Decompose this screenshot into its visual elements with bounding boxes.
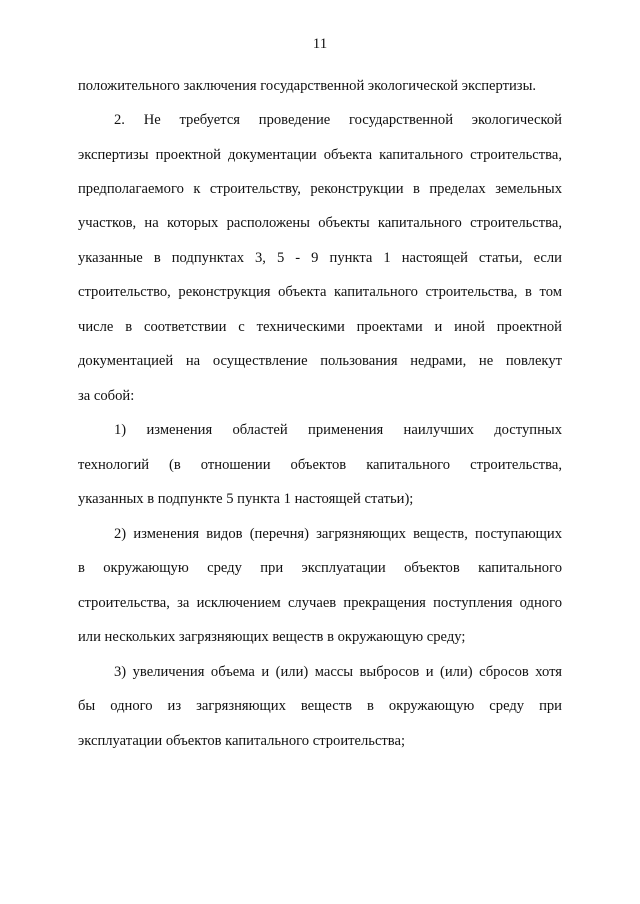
paragraph-2-line: строительство, реконструкция объекта капитального строительства, в том bbox=[78, 284, 562, 300]
item-2-line: или нескольких загрязняющих веществ в окружающую среду; bbox=[78, 629, 466, 645]
item-1-line: указанных в подпункте 5 пункта 1 настоящей статьи); bbox=[78, 491, 414, 507]
item-2-line: 2) изменения видов (перечня) загрязняющих веществ, поступающих bbox=[114, 526, 562, 542]
paragraph-2-line: участков, на которых расположены объекты капитального строительства, bbox=[78, 215, 562, 231]
item-1-line: 1) изменения областей применения наилучших доступных bbox=[114, 422, 562, 438]
item-1-line: технологий (в отношении объектов капитального строительства, bbox=[78, 457, 562, 473]
item-2-line: строительства, за исключением случаев прекращения поступления одного bbox=[78, 595, 562, 611]
paragraph-2-line: указанные в подпунктах 3, 5 - 9 пункта 1 настоящей статьи, если bbox=[78, 250, 562, 266]
paragraph-2-line: числе в соответствии с техническими проектами и иной проектной bbox=[78, 319, 562, 335]
page-number: 11 bbox=[312, 36, 328, 52]
paragraph-2-line: предполагаемого к строительству, реконструкции в пределах земельных bbox=[78, 181, 562, 197]
item-3-line: эксплуатации объектов капитального строительства; bbox=[78, 733, 406, 749]
item-3-line: бы одного из загрязняющих веществ в окружающую среду при bbox=[78, 698, 562, 714]
text-line: положительного заключения государственной экологической экспертизы. bbox=[78, 78, 537, 94]
paragraph-2-line: 2. Не требуется проведение государственной экологической bbox=[114, 112, 562, 128]
paragraph-2-line: экспертизы проектной документации объекта капитального строительства, bbox=[78, 147, 562, 163]
paragraph-2-line: за собой: bbox=[78, 388, 135, 404]
item-3-line: 3) увеличения объема и (или) массы выбросов и (или) сбросов хотя bbox=[114, 664, 562, 680]
paragraph-2-line: документацией на осуществление пользования недрами, не повлекут bbox=[78, 353, 562, 369]
item-2-line: в окружающую среду при эксплуатации объектов капитального bbox=[78, 560, 562, 576]
